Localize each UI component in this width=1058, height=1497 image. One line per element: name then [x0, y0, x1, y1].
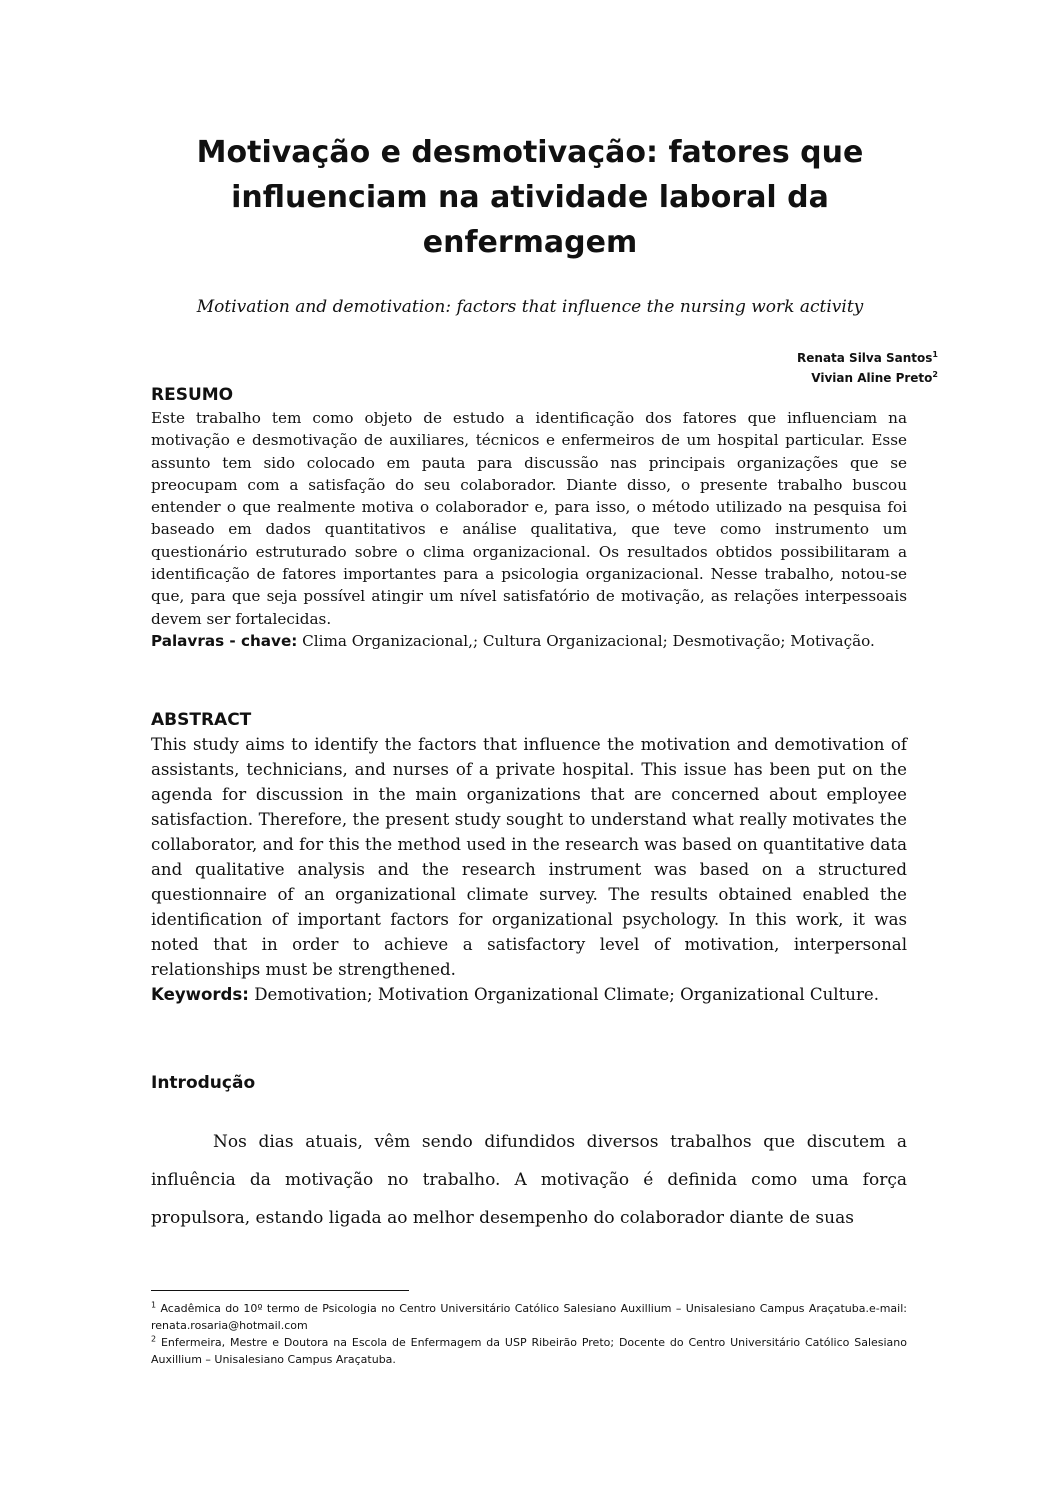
- footnote-marker: 1: [151, 1300, 157, 1310]
- footnote-marker: 2: [932, 370, 938, 379]
- abstract-keywords: [151, 982, 907, 1007]
- abstract-section: [151, 708, 907, 1007]
- footnote-marker: 1: [932, 350, 938, 359]
- footnote-1: [151, 1300, 907, 1334]
- keywords-label: Palavras - chave:: [151, 631, 298, 650]
- resumo-keywords: [151, 630, 907, 652]
- author-1: [797, 348, 938, 368]
- resumo-body: Este trabalho tem como objeto de estudo a identificação dos fatores que influenciam na motivação e desmotivação de auxiliares, técnicos e enfermeiros de um hospital particular. Esse assunto tem sido colocado em pauta para discussão nas principais organizações que se preocupam com a satisfação do seu colaborador. Diante disso, o presente trabalho buscou entender o que realmente motiva o colaborador e, para isso, o método utilizado na pesquisa foi baseado em dados quantitativos e análise qualitativa, que teve como instrumento um questionário estruturado sobre o clima organizacional. Os resultados obtidos possibilitaram a identificação de fatores importantes para a psicologia organizacional. Nesse trabalho, notou-se que, para que seja possível atingir um nível satisfatório de motivação, as relações interpessoais devem ser fortalecidas.: [151, 409, 907, 628]
- keywords-text: Demotivation; Motivation Organizational Climate; Organizational Culture.: [254, 985, 879, 1004]
- introduction-heading: Introdução: [151, 1073, 256, 1093]
- introduction-paragraph: Nos dias atuais, vêm sendo difundidos diversos trabalhos que discutem a influência da motivação no trabalho. A motivação é definida como uma força propulsora, estando ligada ao melhor desempenho do colaborador diante de suas: [151, 1132, 907, 1228]
- author-list: [797, 348, 938, 388]
- keywords-label: Keywords:: [151, 985, 249, 1004]
- abstract-body: This study aims to identify the factors that influence the motivation and demotivation of assistants, technicians, and nurses of a private hospital. This issue has been put on the agenda for discussion in the main organizations that are concerned about employee satisfaction. Therefore, the present study sought to understand what really motivates the collaborator, and for this the method used in the research was based on quantitative data and qualitative analysis and the research instrument was based on a structured questionnaire of an organizational climate survey. The results obtained enabled the identification of important factors for organizational psychology. In this work, it was noted that in order to achieve a satisfactory level of motivation, interpersonal relationships must be strengthened.: [151, 735, 907, 979]
- resumo-section: [151, 383, 907, 652]
- footnotes: [151, 1300, 907, 1368]
- paper-subtitle: Motivation and demotivation: factors that influence the nursing work activity: [196, 297, 864, 317]
- resumo-heading: RESUMO: [151, 385, 234, 405]
- author-name: Vivian Aline Preto: [811, 371, 933, 385]
- introduction-section: [151, 1071, 907, 1237]
- paper-title: Motivação e desmotivação: fatores que influenciam na atividade laboral da enfermagem: [196, 135, 864, 260]
- footnote-text: Acadêmica do 10º termo de Psicologia no Centro Universitário Católico Salesiano Auxillium – Unisalesiano Campus Araçatuba.e-mail: renata.rosaria@hotmail.com: [151, 1302, 907, 1332]
- footnote-marker: 2: [151, 1334, 157, 1344]
- abstract-heading: ABSTRACT: [151, 710, 252, 730]
- keywords-text: Clima Organizacional,; Cultura Organizacional; Desmotivação; Motivação.: [302, 631, 875, 650]
- footnote-2: [151, 1334, 907, 1368]
- author-name: Renata Silva Santos: [797, 351, 933, 365]
- footnote-divider: [151, 1290, 409, 1291]
- footnote-text: Enfermeira, Mestre e Doutora na Escola de Enfermagem da USP Ribeirão Preto; Docente do Centro Universitário Católico Salesiano Auxillium – Unisalesiano Campus Araçatuba.: [151, 1336, 908, 1366]
